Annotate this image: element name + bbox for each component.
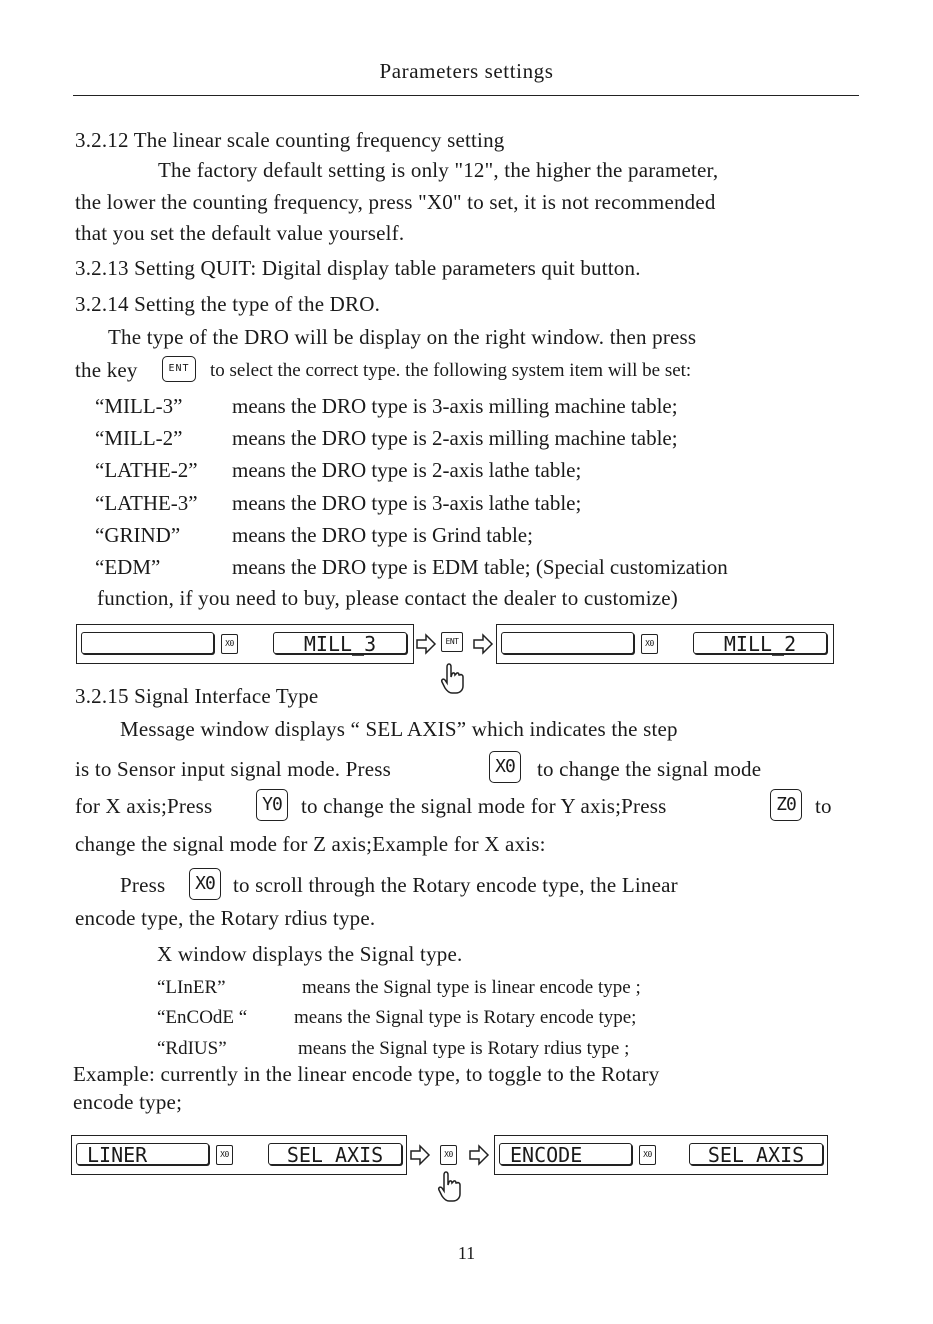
ent-key-icon: ENT: [441, 632, 463, 652]
x0-key-icon: X0: [440, 1145, 457, 1165]
right-arrow-icon: [468, 1144, 490, 1166]
section-3-2-14-note: function, if you need to buy, please contact the dealer to customize): [97, 586, 678, 610]
y0-key-icon: Y0: [256, 789, 288, 821]
dro-display-panel-after: [496, 624, 834, 664]
message-window-display: SEL AXIS: [689, 1143, 823, 1165]
section-3-2-15-p6: encode type, the Rotary rdius type.: [75, 906, 376, 930]
section-3-2-14-intro1: The type of the DRO will be display on the right window. then press: [108, 325, 697, 349]
signal-type-desc: means the Signal type is Rotary encode type;: [294, 1007, 637, 1028]
section-3-2-13-heading: 3.2.13 Setting QUIT: Digital display table parameters quit button.: [75, 256, 641, 280]
section-3-2-15-p2-start: is to Sensor input signal mode. Press: [75, 757, 391, 781]
section-3-2-14-intro2-end: to select the correct type. the following system item will be set:: [210, 360, 692, 381]
dro-type-name: “LATHE-2”: [95, 458, 198, 482]
section-3-2-15-p1: Message window displays “ SEL AXIS” which indicates the step: [120, 717, 678, 741]
signal-display-panel-before: [71, 1135, 407, 1175]
dro-type-name: “MILL-3”: [95, 394, 183, 418]
example-line2: encode type;: [73, 1090, 183, 1114]
section-3-2-15-p3-end: to: [815, 794, 832, 818]
section-3-2-15-p3-mid: to change the signal mode for Y axis;Press: [301, 794, 667, 818]
message-window-display: SEL AXIS: [268, 1143, 402, 1165]
section-3-2-12-heading: 3.2.12 The linear scale counting frequency setting: [75, 128, 505, 152]
right-arrow-icon: [409, 1144, 431, 1166]
dro-type-name: “MILL-2”: [95, 426, 183, 450]
signal-type-name: “RdIUS”: [157, 1038, 227, 1059]
right-arrow-icon: [472, 633, 494, 655]
header-rule: [73, 95, 859, 96]
section-3-2-14-intro2-start: the key: [75, 358, 138, 382]
x-window-display: [81, 632, 214, 654]
dro-type-desc: means the DRO type is 2-axis milling machine table;: [232, 426, 678, 450]
dro-type-desc: means the DRO type is EDM table; (Special customization: [232, 555, 728, 579]
pointing-hand-icon: [439, 662, 467, 696]
x0-key-icon: X0: [221, 634, 238, 654]
z0-key-icon: Z0: [770, 789, 802, 821]
dro-type-desc: means the DRO type is 3-axis milling machine table;: [232, 394, 678, 418]
message-window-display: MILL_3: [273, 632, 407, 654]
section-3-2-14-heading: 3.2.14 Setting the type of the DRO.: [75, 292, 381, 316]
right-arrow-icon: [415, 633, 437, 655]
x-window-display: ENCODE: [499, 1143, 632, 1165]
dro-display-panel-before: [76, 624, 414, 664]
signal-type-name: “LInER”: [157, 977, 226, 998]
dro-type-name: “EDM”: [95, 555, 161, 579]
dro-type-desc: means the DRO type is 3-axis lathe table;: [232, 491, 582, 515]
signal-type-name: “EnCOdE “: [157, 1007, 248, 1028]
x0-key-icon: X0: [639, 1145, 656, 1165]
dro-type-name: “GRIND”: [95, 523, 181, 547]
section-3-2-15-p3-start: for X axis;Press: [75, 794, 213, 818]
message-window-display: MILL_2: [693, 632, 827, 654]
x0-key-icon: X0: [189, 868, 221, 900]
dro-type-name: “LATHE-3”: [95, 491, 198, 515]
x-window-display: [501, 632, 634, 654]
section-3-2-15-p2-end: to change the signal mode: [537, 757, 762, 781]
dro-type-desc: means the DRO type is Grind table;: [232, 523, 533, 547]
signal-display-panel-after: [494, 1135, 828, 1175]
x0-key-icon: X0: [216, 1145, 233, 1165]
signal-type-desc: means the Signal type is Rotary rdius type ;: [298, 1038, 630, 1059]
pointing-hand-icon: [436, 1170, 464, 1204]
x0-key-icon: X0: [489, 751, 521, 783]
section-3-2-12-line2: the lower the counting frequency, press "X0" to set, it is not recommended: [75, 190, 716, 214]
page-header-title: Parameters settings: [379, 59, 554, 83]
example-line1: Example: currently in the linear encode type, to toggle to the Rotary: [73, 1062, 660, 1086]
x0-key-icon: X0: [641, 634, 658, 654]
section-3-2-15-p5-end: to scroll through the Rotary encode type, the Linear: [233, 873, 678, 897]
ent-key-icon: ENT: [162, 356, 196, 382]
section-3-2-15-p5-start: Press: [120, 873, 166, 897]
x-window-display: LINER: [76, 1143, 209, 1165]
section-3-2-12-line3: that you set the default value yourself.: [75, 221, 405, 245]
section-3-2-15-p4: change the signal mode for Z axis;Example for X axis:: [75, 832, 546, 856]
signal-type-desc: means the Signal type is linear encode type ;: [302, 977, 641, 998]
section-3-2-15-p7: X window displays the Signal type.: [157, 942, 463, 966]
page-number: 11: [457, 1243, 476, 1263]
section-3-2-15-heading: 3.2.15 Signal Interface Type: [75, 684, 319, 708]
section-3-2-12-line1: The factory default setting is only "12", the higher the parameter,: [158, 158, 719, 182]
dro-type-desc: means the DRO type is 2-axis lathe table;: [232, 458, 582, 482]
